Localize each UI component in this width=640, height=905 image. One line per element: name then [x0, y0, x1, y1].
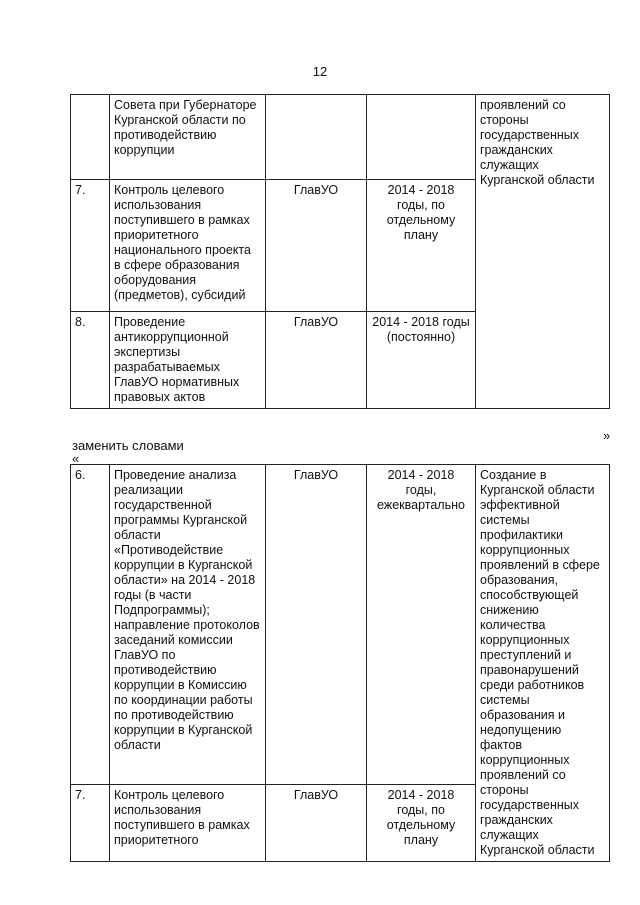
replace-instruction: заменить словами	[72, 438, 184, 453]
table-row	[71, 95, 610, 180]
measure-name: Проведение антикоррупционной экспертизы разрабатываемых ГлавУО нормативных правовых актов	[110, 312, 266, 409]
row-number	[71, 95, 110, 180]
table-row	[71, 465, 610, 785]
page-number: 12	[312, 64, 328, 79]
executor	[266, 95, 367, 180]
term: 2014 - 2018 годы, ежеквартально	[367, 465, 476, 785]
executor: ГлавУО	[266, 180, 367, 312]
term	[367, 95, 476, 180]
row-number: 6.	[71, 465, 110, 785]
term: 2014 - 2018 годы (постоянно)	[367, 312, 476, 409]
executor: ГлавУО	[266, 465, 367, 785]
row-number: 7.	[71, 180, 110, 312]
expected-result: Создание в Курганской области эффективной системы профилактики коррупционных проявлений в сфере образования, способствующей снижению количества коррупционных преступлений и правонарушений среди работников системы образования и недопущению фактов коррупционных проявлений со стороны государственных гражданских служащих Курганской области	[476, 465, 610, 862]
row-number: 7.	[71, 785, 110, 862]
term: 2014 - 2018 годы, по отдельному плану	[367, 785, 476, 862]
term: 2014 - 2018 годы, по отдельному плану	[367, 180, 476, 312]
measure-name: Проведение анализа реализации государственной программы Курганской области «Противодействие коррупции в Курганской области» на 2014 - 2018 годы (в части Подпрограммы); направление протоколов заседаний комиссии ГлавУО по противодействию коррупции в Комиссию по координации работы по противодействию коррупции в Курганской области	[110, 465, 266, 785]
opening-quote: «	[72, 451, 80, 466]
row-number: 8.	[71, 312, 110, 409]
expected-result: проявлений со стороны государственных гражданских служащих Курганской области	[476, 95, 610, 409]
measure-name: Совета при Губернаторе Курганской области по противодействию коррупции	[110, 95, 266, 180]
executor: ГлавУО	[266, 785, 367, 862]
measures-table-continued	[70, 94, 610, 409]
measure-name: Контроль целевого использования поступившего в рамках приоритетного национального проекта в сфере образования оборудования (предметов), субсидий	[110, 180, 266, 312]
closing-quote: »	[603, 428, 611, 443]
executor: ГлавУО	[266, 312, 367, 409]
measures-table-replacement	[70, 464, 610, 862]
measure-name: Контроль целевого использования поступившего в рамках приоритетного	[110, 785, 266, 862]
